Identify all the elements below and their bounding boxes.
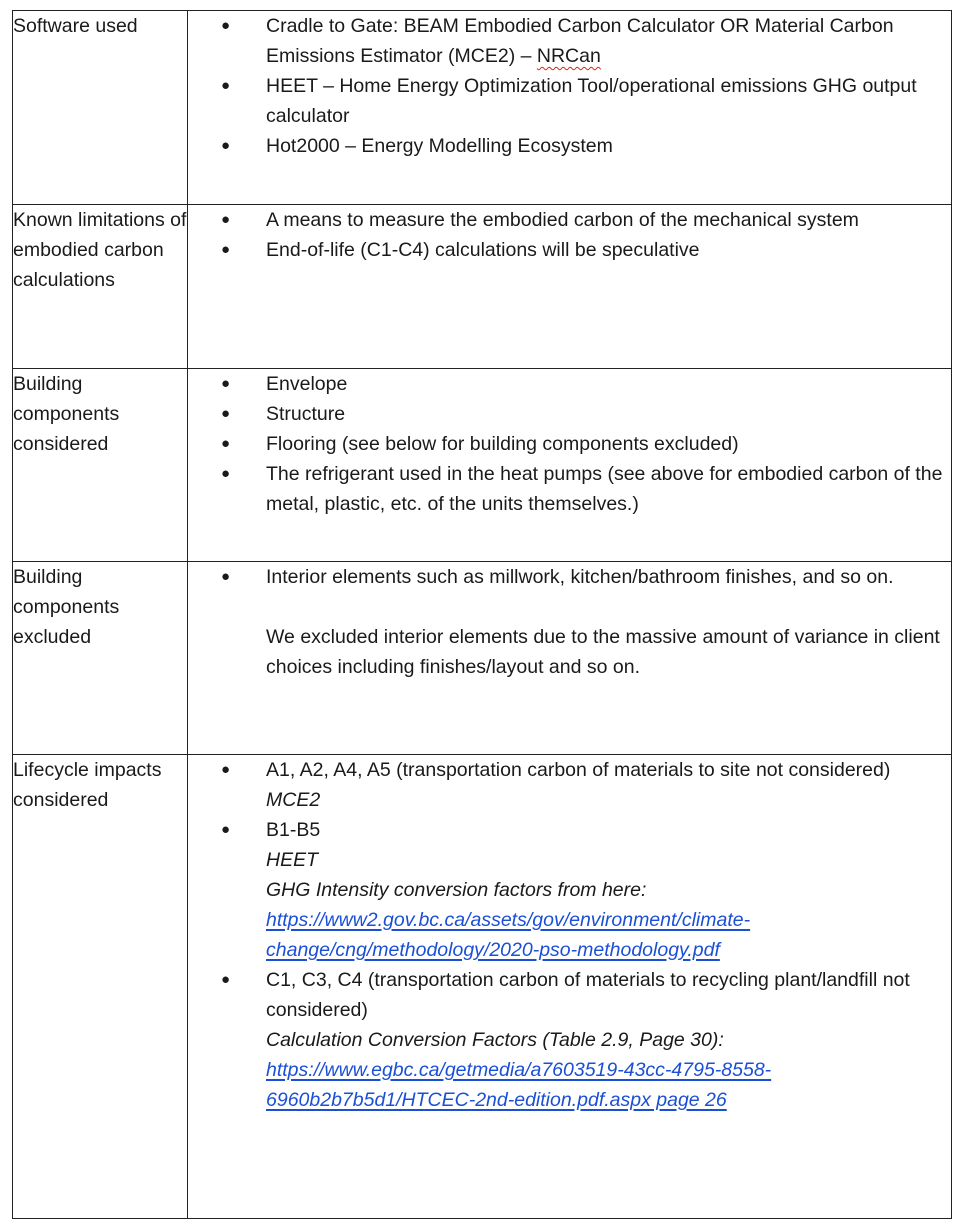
list-item: ● Hot2000 – Energy Modelling Ecosystem [188, 131, 951, 161]
list-item: ● The refrigerant used in the heat pumps (see above for embodied carbon of the metal, plastic, etc. of the units themselves.) [188, 459, 951, 519]
table-row-components-considered [13, 369, 952, 562]
row-label: Lifecycle impacts considered [13, 755, 188, 1219]
spellcheck-word: NRCan [536, 45, 601, 67]
bullet-icon: ● [221, 17, 231, 34]
bullet-icon: ● [221, 465, 231, 482]
bullet-icon: ● [221, 241, 231, 258]
list-item: ● Flooring (see below for building components excluded) [188, 429, 951, 459]
list-item: ● C1, C3, C4 (transportation carbon of materials to recycling plant/landfill not considered) Calculation Conversion Factors (Table 2.9, Page 30): https://www.egbc.ca/getmedia/a7603519-43cc-4795-8558-6960b2b7b5d1/HTCEC-2nd-edition.pdf.aspx page 26 [188, 965, 951, 1115]
row-label: Building components considered [13, 369, 188, 562]
row-label: Software used [13, 11, 188, 205]
exclusion-note: We excluded interior elements due to the massive amount of variance in client choices including finishes/layout and so on. [266, 626, 940, 678]
bullet-icon: ● [221, 137, 231, 154]
list-item: ● HEET – Home Energy Optimization Tool/operational emissions GHG output calculator [188, 71, 951, 131]
table-row-software [13, 11, 952, 205]
list-item: ● Interior elements such as millwork, kitchen/bathroom finishes, and so on. [188, 562, 951, 592]
list-item: ● Envelope [188, 369, 951, 399]
row-label: Known limitations of embodied carbon calculations [13, 205, 188, 369]
source-note: Calculation Conversion Factors (Table 2.9, Page 30): [266, 1029, 724, 1051]
row-content [188, 369, 952, 562]
row-content [188, 205, 952, 369]
bullet-icon: ● [221, 211, 231, 228]
source-note: GHG Intensity conversion factors from here: [266, 879, 647, 901]
bullet-icon: ● [221, 77, 231, 94]
list-item: ● Structure [188, 399, 951, 429]
list-item: ● A means to measure the embodied carbon of the mechanical system [188, 205, 951, 235]
bullet-icon: ● [221, 375, 231, 392]
bullet-icon: ● [221, 405, 231, 422]
row-content [188, 755, 952, 1219]
methodology-table [12, 10, 952, 1219]
bullet-icon: ● [221, 971, 231, 988]
bullet-icon: ● [221, 568, 231, 585]
row-content [188, 562, 952, 755]
row-label: Building components excluded [13, 562, 188, 755]
bullet-icon: ● [221, 761, 231, 778]
egbc-link[interactable]: https://www.egbc.ca/getmedia/a7603519-43cc-4795-8558-6960b2b7b5d1/HTCEC-2nd-edition.pdf.aspx page 26 [266, 1059, 772, 1111]
table-row-limitations [13, 205, 952, 369]
tool-note: HEET [266, 849, 319, 871]
list-item: ● End-of-life (C1-C4) calculations will be speculative [188, 235, 951, 265]
bullet-icon: ● [221, 435, 231, 452]
list-item: ● A1, A2, A4, A5 (transportation carbon of materials to site not considered) MCE2 [188, 755, 951, 815]
list-item: ● B1-B5 HEET GHG Intensity conversion factors from here: https://www2.gov.bc.ca/assets/gov/environment/climate-change/cng/methodology/2020-pso-methodology.pdf [188, 815, 951, 965]
tool-note: MCE2 [266, 789, 321, 811]
list-item: ● Cradle to Gate: BEAM Embodied Carbon Calculator OR Material Carbon Emissions Estimator (MCE2) – NRCan [188, 11, 951, 71]
bullet-icon: ● [221, 821, 231, 838]
bc-methodology-link[interactable]: https://www2.gov.bc.ca/assets/gov/environment/climate-change/cng/methodology/2020-pso-methodology.pdf [266, 909, 751, 961]
row-content [188, 11, 952, 205]
table-row-components-excluded [13, 562, 952, 755]
table-row-lifecycle [13, 755, 952, 1219]
